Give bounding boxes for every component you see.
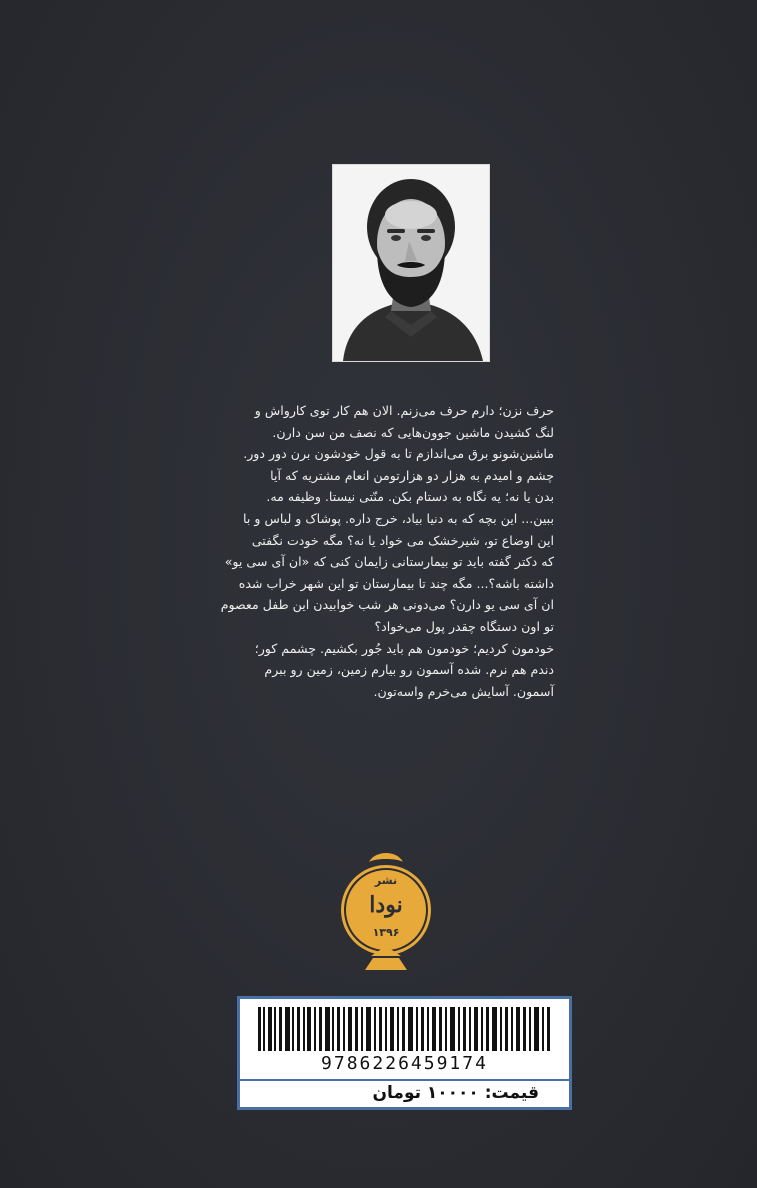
publisher-year: ۱۳۹۶ [372, 926, 400, 939]
blurb-line: ببین... این بچه که به دنیا بیاد، خرج داره. پوشاک و لباس و با [243, 510, 554, 526]
publisher-label: نشر [374, 874, 398, 887]
author-portrait-image [333, 165, 489, 361]
isbn-number: 9786226459174 [321, 1053, 488, 1074]
publisher-seal [339, 848, 433, 978]
blurb-line: چشم و امیدم به هزار دو هزارتومن انعام مشتریه که آیا [270, 467, 554, 483]
blurb-line: لنگ کشیدن ماشین جوون‌هایی که نصف من سن دارن. [272, 424, 554, 440]
blurb-line: داشته باشه؟... مگه چند تا بیمارستان تو این شهر خراب شده [238, 575, 554, 591]
blurb-line: تو اون دستگاه چقدر پول می‌خواد؟ [374, 618, 554, 634]
blurb-line: که دکتر گفته باید تو بیمارستانی زایمان کنی که «ان آی سی یو» [224, 554, 554, 570]
barcode-box [237, 996, 572, 1110]
blurb-line: ماشین‌شونو برق می‌اندازم تا به قول خودشون برن دور دور. [243, 446, 554, 462]
publisher-seal-text [339, 848, 433, 978]
blurb-line: این اوضاع تو، شیرخشک می خواد یا نه؟ مگه خودت نگفتی [251, 532, 554, 548]
blurb-line: بدن یا نه؛ یه نگاه به دستام بکن. منّتی نیستا. وظیفه مه. [266, 489, 554, 505]
price-row [240, 1079, 569, 1107]
author-photo [332, 164, 490, 362]
blurb-line: حرف نزن؛ دارم حرف می‌زنم. الان هم کار توی کارواش و [254, 403, 554, 418]
blurb-line: آسمون. آسایش می‌خرم واسه‌تون. [373, 683, 554, 699]
barcode-icon [258, 1007, 551, 1051]
blurb-line: دندم هم نرم. شده آسمون رو بیارم زمین، زمین رو ببرم [264, 662, 554, 678]
blurb-line: ان آی سی یو دارن؟ می‌دونی هر شب خوابیدن این طفل معصوم [220, 597, 554, 613]
price-label: قیمت: ۱۰۰۰۰ تومان [372, 1083, 539, 1103]
back-cover-blurb [200, 400, 554, 702]
blurb-line: خودمون کردیم؛ خودمون هم باید جُور بکشیم. چشمم کور؛ [254, 640, 554, 656]
publisher-name: نودا [369, 892, 403, 918]
